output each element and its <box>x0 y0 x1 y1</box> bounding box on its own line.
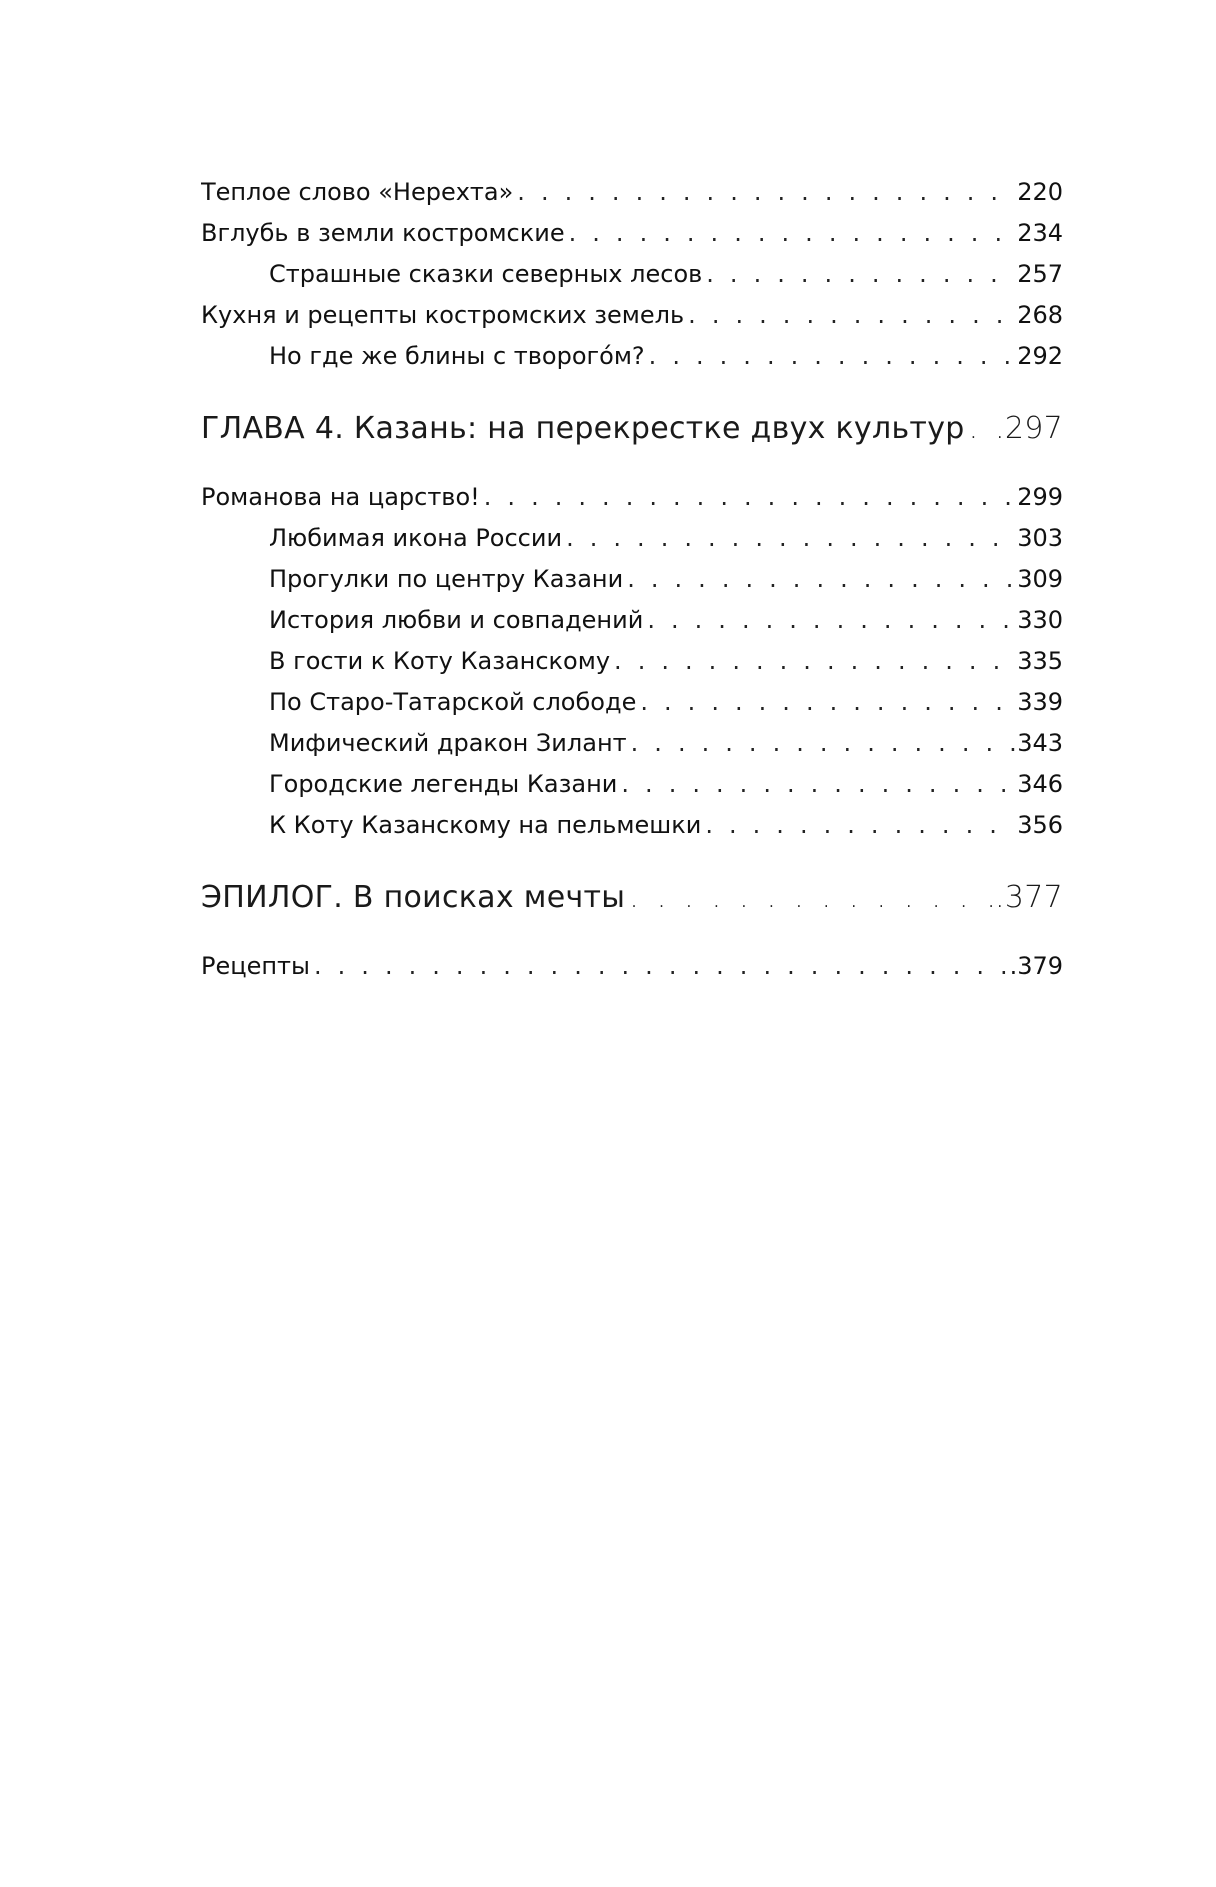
toc-entry-title: Любимая икона России <box>269 524 563 552</box>
dot-leader <box>569 213 1016 254</box>
toc-entry-page: 220 <box>1017 178 1063 206</box>
table-of-contents <box>201 172 1063 987</box>
dot-leader <box>566 518 1015 559</box>
toc-subentry <box>201 518 1063 559</box>
dot-leader <box>621 764 1015 805</box>
toc-subentry <box>201 805 1063 846</box>
dot-leader <box>517 172 1015 213</box>
toc-entry <box>201 295 1063 336</box>
toc-subentry <box>201 254 1063 295</box>
toc-subentry <box>201 600 1063 641</box>
toc-entry-title: Городские легенды Казани <box>269 770 618 798</box>
toc-subentry <box>201 682 1063 723</box>
toc-chapter-title: ЭПИЛОГ. В поисках мечты <box>201 880 626 915</box>
toc-entry-page: 299 <box>1017 483 1063 511</box>
toc-entry-page: 292 <box>1017 342 1063 370</box>
toc-subentry <box>201 723 1063 764</box>
toc-entry-title: Романова на царство! <box>201 483 480 511</box>
dot-leader <box>688 295 1015 336</box>
dot-leader <box>649 336 1016 377</box>
toc-entry-page: 268 <box>1017 301 1063 329</box>
toc-chapter-heading <box>201 874 1063 922</box>
dot-leader <box>629 874 993 922</box>
toc-entry <box>201 477 1063 518</box>
toc-subentry <box>201 764 1063 805</box>
toc-entry <box>201 172 1063 213</box>
toc-entry-page: 234 <box>1017 219 1063 247</box>
toc-entry-title: История любви и совпадений <box>269 606 644 634</box>
toc-entry-title: Вглубь в земли костромские <box>201 219 565 247</box>
toc-entry <box>201 946 1063 987</box>
toc-entry-page: 303 <box>1017 524 1063 552</box>
toc-chapter-page: .377 <box>995 880 1063 915</box>
toc-entry-title: К Коту Казанскому на пельмешки <box>269 811 702 839</box>
dot-leader <box>705 805 1015 846</box>
toc-entry-title: Кухня и рецепты костромских земель <box>201 301 685 329</box>
toc-chapter-title: ГЛАВА 4. Казань: на перекрестке двух культур <box>201 411 965 446</box>
toc-entry-page: 356 <box>1017 811 1063 839</box>
toc-entry-page: 339 <box>1017 688 1063 716</box>
toc-entry-page: 330 <box>1017 606 1063 634</box>
toc-entry-title: Прогулки по центру Казани <box>269 565 624 593</box>
toc-subentry <box>201 641 1063 682</box>
dot-leader <box>314 946 1008 987</box>
toc-subentry <box>201 336 1063 377</box>
dot-leader <box>647 600 1015 641</box>
toc-chapter-heading <box>201 405 1063 453</box>
toc-entry-page: .379 <box>1009 952 1063 980</box>
toc-entry-title: Страшные сказки северных лесов <box>269 260 703 288</box>
toc-entry-page: 257 <box>1017 260 1063 288</box>
dot-leader <box>631 723 1016 764</box>
toc-entry-title: Рецепты <box>201 952 310 980</box>
toc-subentry <box>201 559 1063 600</box>
toc-entry-title: Теплое слово «Нерехта» <box>201 178 514 206</box>
toc-entry-title: Но где же блины с творого́м? <box>269 342 645 370</box>
toc-entry-page: 309 <box>1017 565 1063 593</box>
toc-entry-page: 343 <box>1017 729 1063 757</box>
dot-leader <box>484 477 1015 518</box>
dot-leader <box>640 682 1015 723</box>
dot-leader <box>627 559 1015 600</box>
toc-entry-page: 346 <box>1017 770 1063 798</box>
dot-leader <box>614 641 1015 682</box>
toc-entry-page: 335 <box>1017 647 1063 675</box>
toc-entry <box>201 213 1063 254</box>
toc-entry-title: В гости к Коту Казанскому <box>269 647 611 675</box>
dot-leader <box>706 254 1015 295</box>
toc-entry-title: Мифический дракон Зилант <box>269 729 627 757</box>
toc-entry-title: По Старо-Татарской слободе <box>269 688 637 716</box>
dot-leader <box>969 405 993 453</box>
toc-chapter-page: .297 <box>995 411 1063 446</box>
